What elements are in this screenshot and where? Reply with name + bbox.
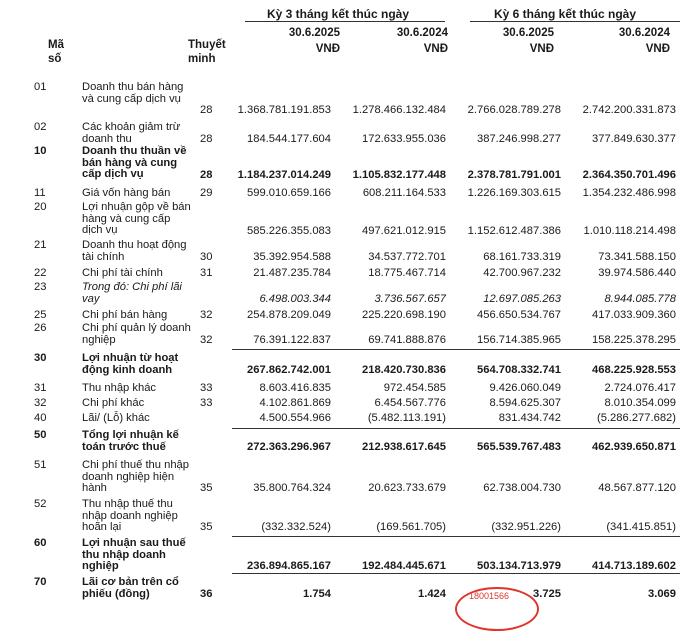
value-q-2024: (5.482.113.191) [367,412,446,424]
row-code: 40 [34,412,47,424]
value-q-2025: 254.878.209.049 [247,309,331,321]
row-code: 32 [34,397,47,409]
row-label: Chi phí thuế thu nhập doanh nghiệp hiện hành [82,459,189,495]
value-h-2025: 503.134.713.979 [477,560,561,572]
row-code: 01 [34,81,47,93]
row-note: 33 [200,382,213,394]
value-h-2025: 68.161.733.319 [483,251,561,263]
value-h-2025: 565.539.767.483 [477,441,561,453]
value-h-2025: 564.708.332.741 [477,364,561,376]
code-column-header [48,38,64,66]
value-q-2025: 8.603.416.835 [259,382,331,394]
value-h-2025: 156.714.385.965 [477,334,561,346]
row-label: Thu nhập thuế thu nhập doanh nghiệp hoãn lại [82,498,178,534]
value-h-2024: 48.567.877.120 [598,482,676,494]
value-q-2024: 69.741.888.876 [368,334,446,346]
value-h-2025: 456.650.534.767 [477,309,561,321]
unit-col-3: VNĐ [529,43,554,55]
value-h-2024: 1.354.232.486.998 [582,187,676,199]
value-q-2024: 34.537.772.701 [368,251,446,263]
row-code: 21 [34,239,47,251]
value-h-2025: 42.700.967.232 [483,267,561,279]
row-note: 35 [200,521,213,533]
row-note: 32 [200,309,213,321]
row-note: 35 [200,482,213,494]
row-note: 33 [200,397,213,409]
row-code: 11 [34,187,46,199]
value-h-2024: 1.010.118.214.498 [583,225,676,237]
row-code: 60 [34,537,47,549]
company-stamp [455,587,539,631]
row-label: Chi phí khác [82,397,145,409]
value-h-2025: 9.426.060.049 [489,382,561,394]
row-label: Doanh thu hoạt động tài chính [82,239,187,263]
total-rule [232,573,680,574]
row-code: 10 [34,145,47,157]
value-q-2024: 1.424 [418,588,446,600]
group-3-months: Kỳ 3 tháng kết thúc ngày [266,7,410,21]
group-6-months-underline [470,21,680,22]
date-col-4: 30.6.2024 [618,27,670,39]
value-q-2024: 1.278.466.132.484 [352,104,446,116]
row-note: 28 [200,133,213,145]
group-6-months: Kỳ 6 tháng kết thúc ngày [493,7,637,21]
row-code: 70 [34,576,47,588]
row-label: Lãi/ (Lỗ) khác [82,412,150,424]
row-label: Tổng lợi nhuận kế toán trước thuế [82,429,179,453]
value-q-2024: 192.484.445.671 [362,560,446,572]
note-header-line2: minh [188,53,216,65]
row-note: 31 [200,267,213,279]
row-code: 31 [34,382,47,394]
value-h-2024: 8.944.085.778 [604,293,676,305]
row-code: 26 [34,322,47,334]
value-q-2025: 585.226.355.083 [247,225,331,237]
row-label: Doanh thu bán hàng và cung cấp dịch vụ [82,81,184,105]
value-h-2025: 62.738.004.730 [483,482,561,494]
row-label: Chi phí bán hàng [82,309,168,321]
value-q-2025: 4.500.554.966 [259,412,331,424]
value-q-2024: 3.736.567.657 [374,293,446,305]
row-code: 02 [34,121,47,133]
subtotal-rule [232,536,680,537]
row-code: 50 [34,429,47,441]
row-code: 22 [34,267,47,279]
date-col-3: 30.6.2025 [502,27,554,39]
value-q-2025: 35.392.954.588 [253,251,331,263]
value-q-2024: 972.454.585 [383,382,446,394]
value-q-2025: 1.368.781.191.853 [237,104,331,116]
row-label: Lợi nhuận từ hoạt động kinh doanh [82,352,179,376]
value-h-2025: 1.152.612.487.386 [467,225,561,237]
value-q-2024: 172.633.955.036 [362,133,446,145]
value-h-2024: (5.286.277.682) [597,412,676,424]
row-label: Chi phí tài chính [82,267,163,279]
row-code: 30 [34,352,47,364]
value-q-2025: 272.363.296.967 [247,441,331,453]
value-q-2024: 218.420.730.836 [362,364,446,376]
subtotal-rule [232,349,680,350]
value-h-2025: 2.766.028.789.278 [467,104,561,116]
row-label: Lợi nhuận sau thuế thu nhập doanh nghiệp [82,537,186,573]
date-col-2: 30.6.2024 [396,27,448,39]
row-label: Doanh thu thuần về bán hàng và cung cấp dịch vụ [82,145,187,181]
value-q-2024: 608.211.164.533 [362,187,446,199]
row-note: 32 [200,334,213,346]
value-q-2024: 225.220.698.190 [362,309,446,321]
value-h-2025: 387.246.998.277 [477,133,561,145]
note-header-line1: Thuyết [188,39,226,51]
row-label: Thu nhập khác [82,382,157,394]
value-q-2025: 21.487.235.784 [253,267,331,279]
unit-col-4: VNĐ [645,43,670,55]
value-q-2024: 1.105.832.177.448 [352,169,446,181]
row-note: 29 [200,187,213,199]
value-q-2024: 6.454.567.776 [374,397,446,409]
value-h-2024: 462.939.650.871 [592,441,676,453]
value-h-2025: 8.594.625.307 [489,397,561,409]
value-h-2024: 468.225.928.553 [592,364,676,376]
value-h-2025: (332.951.226) [491,521,561,533]
value-q-2025: 6.498.003.344 [259,293,331,305]
code-header-line2: số [48,53,62,65]
value-h-2024: 39.974.586.440 [598,267,676,279]
row-label: Lãi cơ bản trên cổ phiếu (đồng) [82,576,179,600]
row-code: 20 [34,201,47,213]
code-header-line1: Mã [48,39,64,51]
value-q-2024: 212.938.617.645 [362,441,446,453]
value-h-2024: (341.415.851) [606,521,676,533]
value-h-2024: 3.069 [648,588,676,600]
value-q-2025: 184.544.177.604 [247,133,331,145]
value-h-2024: 417.033.909.360 [592,309,676,321]
group-3-months-underline [245,21,445,22]
value-h-2025: 831.434.742 [498,412,561,424]
row-label: Các khoản giảm trừ doanh thu [82,121,181,145]
row-code: 23 [34,281,47,293]
value-q-2025: 236.894.865.167 [247,560,331,572]
row-code: 52 [34,498,47,510]
value-h-2025: 2.378.781.791.001 [467,169,561,181]
stamp-text: 18001566 [469,591,510,601]
value-q-2025: (332.332.524) [261,521,331,533]
date-col-1: 30.6.2025 [288,27,340,39]
value-q-2025: 35.800.764.324 [253,482,331,494]
row-note: 30 [200,251,213,263]
value-h-2025: 3.725 [533,588,561,600]
row-label: Giá vốn hàng bán [82,187,171,199]
subtotal-rule [232,428,680,429]
note-column-header [188,38,226,66]
value-h-2024: 73.341.588.150 [598,251,676,263]
value-h-2024: 158.225.378.295 [592,334,676,346]
value-q-2025: 599.010.659.166 [247,187,331,199]
value-q-2025: 4.102.861.869 [259,397,331,409]
unit-col-2: VNĐ [423,43,448,55]
value-q-2024: 18.775.467.714 [368,267,446,279]
row-code: 25 [34,309,47,321]
row-label: Trong đó: Chi phí lãi vay [82,281,182,305]
value-q-2025: 1.754 [303,588,331,600]
value-q-2024: 497.621.012.915 [362,225,446,237]
value-q-2025: 267.862.742.001 [247,364,331,376]
value-h-2024: 2.724.076.417 [604,382,676,394]
row-code: 51 [34,459,47,471]
value-q-2024: (169.561.705) [376,521,446,533]
row-note: 36 [200,588,213,600]
row-label: Lợi nhuận gộp về bán hàng và cung cấp dịch vụ [82,201,191,237]
value-h-2024: 2.742.200.331.873 [582,104,676,116]
value-h-2024: 414.713.189.602 [592,560,676,572]
row-label: Chi phí quản lý doanh nghiệp [82,322,191,346]
value-h-2025: 1.226.169.303.615 [467,187,561,199]
unit-col-1: VNĐ [315,43,340,55]
value-h-2024: 377.849.630.377 [592,133,676,145]
value-h-2025: 12.697.085.263 [483,293,561,305]
value-h-2024: 8.010.354.099 [604,397,676,409]
row-note: 28 [200,169,213,181]
value-q-2025: 1.184.237.014.249 [237,169,331,181]
value-q-2025: 76.391.122.837 [253,334,331,346]
value-q-2024: 20.623.733.679 [368,482,446,494]
value-h-2024: 2.364.350.701.496 [582,169,676,181]
row-note: 28 [200,104,213,116]
